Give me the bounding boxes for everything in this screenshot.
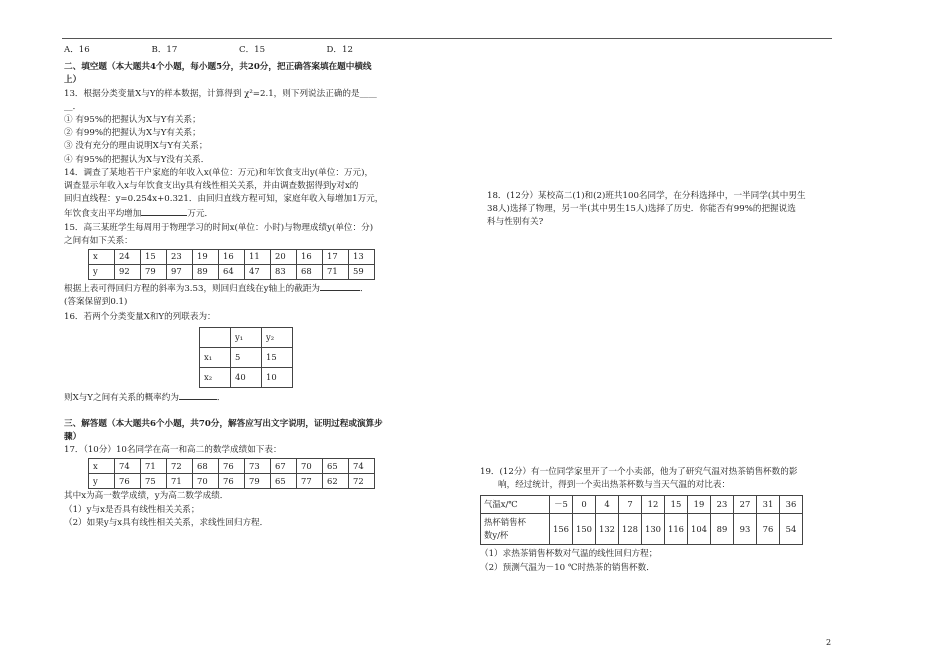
q19-line-2: 响，经过统计，得到一个卖出热茶杯数与当天气温的对比表： <box>498 480 731 491</box>
table-cell: 150 <box>573 514 596 545</box>
table-row <box>200 367 293 387</box>
table-cell: 83 <box>271 265 297 280</box>
section3-heading: 三、解答题（本大题共6个小题，共70分，解答应写出文字说明，证明过程或演算步 <box>64 418 383 429</box>
table-cell: 15 <box>262 347 293 367</box>
sales-label-line-1: 热杯销售杯 <box>484 517 526 528</box>
table-row <box>89 265 375 280</box>
table-cell: 4 <box>596 496 619 514</box>
table-cell: 13 <box>349 250 375 265</box>
table-cell: 70 <box>297 459 323 474</box>
table-cell: 71 <box>167 474 193 489</box>
q17-line-2: 其中x为高一数学成绩，y为高二数学成绩． <box>64 491 229 502</box>
table-row <box>89 474 375 489</box>
table-cell: 76 <box>219 474 245 489</box>
table-cell: 19 <box>688 496 711 514</box>
q18-line-2: 38人)选择了物理，另一半(其中男生15人)选择了历史．你能否有99%的把握说选 <box>487 204 796 215</box>
table-cell: －5 <box>550 496 573 514</box>
table-cell: 0 <box>573 496 596 514</box>
table-cell: 15 <box>665 496 688 514</box>
q16-line-2-text: 则X与Y之间有关系的概率约为 <box>64 392 179 403</box>
section2-heading-cont: 上） <box>64 75 82 86</box>
q13-option-2: ② 有99%的把握认为X与Y有关系； <box>64 128 201 139</box>
table-cell: y₂ <box>262 327 293 347</box>
q18-line-3: 科与性别有关? <box>487 217 544 228</box>
table-cell: 74 <box>349 459 375 474</box>
q17-line-1: 17．（10分）10名同学在高一和高二的数学成绩如下表： <box>64 445 282 456</box>
q13-text-cont: __． <box>64 101 82 112</box>
table-cell: 23 <box>711 496 734 514</box>
table-cell: 36 <box>780 496 803 514</box>
table-row <box>89 250 375 265</box>
q15-line-3-text: 根据上表可得回归方程的斜率为3.53，则回归直线在y轴上的截距为 <box>64 284 321 295</box>
table-cell: 74 <box>115 459 141 474</box>
section2-heading: 二、填空题（本大题共4个小题，每小题5分，共20分，把正确答案填在题中横线 <box>64 62 372 73</box>
q15-line-3 <box>64 281 414 296</box>
sales-label-line-2: 数y/杯 <box>484 530 509 541</box>
table-row <box>481 514 803 545</box>
table-cell: 92 <box>115 265 141 280</box>
q19-block <box>480 466 830 575</box>
q18-block <box>487 190 837 230</box>
table-cell: 11 <box>245 250 271 265</box>
q14-line-1: 14．调查了某地若干户家庭的年收入x(单位：万元)和年饮食支出y(单位：万元)， <box>64 167 374 178</box>
q16-contingency-table <box>199 327 293 388</box>
table-cell: 27 <box>734 496 757 514</box>
table-cell: 40 <box>231 367 262 387</box>
q16-line-1: 16．若两个分类变量X和Y的列联表为： <box>64 312 216 323</box>
table-cell: y₁ <box>231 327 262 347</box>
table-cell: 79 <box>141 265 167 280</box>
q19-line-1: 19．(12分）有一位同学家里开了一个小卖部，他为了研究气温对热茶销售杯数的影 <box>480 467 798 477</box>
table-row <box>200 347 293 367</box>
q14-line-4-text: 年饮食支出平均增加 <box>64 209 142 220</box>
q14-line-4 <box>64 206 414 221</box>
table-cell: 59 <box>349 265 375 280</box>
q13-option-3: ③ 没有充分的理由说明X与Y有关系； <box>64 141 208 152</box>
table-cell: 116 <box>665 514 688 545</box>
table-cell: 89 <box>711 514 734 545</box>
table-cell: 10 <box>262 367 293 387</box>
table-cell: 72 <box>167 459 193 474</box>
table-cell: x <box>89 250 115 265</box>
table-cell: 156 <box>550 514 573 545</box>
table-cell: 31 <box>757 496 780 514</box>
table-row <box>481 496 803 514</box>
table-cell: 93 <box>734 514 757 545</box>
table-cell: 16 <box>297 250 323 265</box>
table-cell: 77 <box>297 474 323 489</box>
option-c: C．15 <box>239 45 266 55</box>
table-row <box>89 459 375 474</box>
table-cell <box>481 514 550 545</box>
table-cell: 54 <box>780 514 803 545</box>
q15-answer-blank <box>320 281 360 291</box>
table-cell: 130 <box>642 514 665 545</box>
q14-answer-blank <box>141 206 187 216</box>
table-cell: 132 <box>596 514 619 545</box>
table-cell: 73 <box>245 459 271 474</box>
table-cell: 23 <box>167 250 193 265</box>
table-cell: 47 <box>245 265 271 280</box>
table-cell: 12 <box>642 496 665 514</box>
q16-line-2 <box>64 390 414 405</box>
q17-part-1: （1）y与x是否具有线性相关关系； <box>64 504 200 515</box>
q15-table <box>88 249 375 280</box>
q19-table <box>480 495 803 545</box>
table-cell: y <box>89 265 115 280</box>
q16-answer-blank <box>179 390 217 400</box>
table-cell: 70 <box>193 474 219 489</box>
q17-part-2: （2）如果y与x具有线性相关关系，求线性回归方程． <box>64 517 269 528</box>
table-cell: y <box>89 474 115 489</box>
page-number: 2 <box>826 638 832 647</box>
table-cell: 75 <box>141 474 167 489</box>
header-rule <box>62 38 832 39</box>
table-cell: x₁ <box>200 347 231 367</box>
table-cell: 19 <box>193 250 219 265</box>
table-cell: 64 <box>219 265 245 280</box>
table-cell: 76 <box>757 514 780 545</box>
table-cell: 62 <box>323 474 349 489</box>
q18-line-1: 18．(12分）某校高二(1)和(2)班共100名同学，在分科选择中，一半同学(其中男生 <box>487 191 806 201</box>
table-cell: 76 <box>115 474 141 489</box>
table-cell: 5 <box>231 347 262 367</box>
q14-line-4-tail: 万元． <box>187 209 214 220</box>
table-cell: 24 <box>115 250 141 265</box>
table-cell: 65 <box>323 459 349 474</box>
section3-heading-cont: 骤） <box>64 432 82 443</box>
table-cell: 67 <box>271 459 297 474</box>
table-cell: 72 <box>349 474 375 489</box>
table-cell: 79 <box>245 474 271 489</box>
q19-part-1: （1）求热茶销售杯数对气温的线性回归方程； <box>480 549 658 560</box>
table-cell: 76 <box>219 459 245 474</box>
table-cell: 71 <box>141 459 167 474</box>
option-a: A．16 <box>64 45 90 55</box>
table-cell: x₂ <box>200 367 231 387</box>
option-d: D．12 <box>326 45 353 55</box>
table-cell: 20 <box>271 250 297 265</box>
answer-options <box>64 44 414 57</box>
left-column <box>64 44 414 530</box>
q15-line-1: 15．高三某班学生每周用于物理学习的时间x(单位：小时)与物理成绩y(单位：分) <box>64 222 374 233</box>
table-cell: 65 <box>271 474 297 489</box>
table-cell: x <box>89 459 115 474</box>
table-cell: 17 <box>323 250 349 265</box>
table-cell: 128 <box>619 514 642 545</box>
q15-line-3-tail: ． <box>360 284 369 295</box>
q13-option-4: ④ 有95%的把握认为X与Y没有关系． <box>64 154 210 165</box>
q14-line-3: 回归直线程：y=0.254x+0.321．由回归直线方程可知，家庭年收入每增加1万元， <box>64 194 384 205</box>
q17-table <box>88 458 375 489</box>
table-cell: 16 <box>219 250 245 265</box>
table-cell: 71 <box>323 265 349 280</box>
q13-text: 13．根据分类变量X与Y的样本数据，计算得到 χ²=2.1，则下列说法正确的是____ <box>64 88 377 99</box>
table-cell: 104 <box>688 514 711 545</box>
q19-part-2: （2）预测气温为－10 ℃时热茶的销售杯数． <box>480 562 655 573</box>
table-cell: 15 <box>141 250 167 265</box>
option-b: B．17 <box>151 45 178 55</box>
table-row <box>200 327 293 347</box>
q15-line-2: 之间有如下关系： <box>64 235 133 246</box>
table-cell: 气温x/℃ <box>481 496 550 514</box>
q15-line-4: (答案保留到0.1) <box>64 297 128 308</box>
table-cell: 68 <box>297 265 323 280</box>
table-cell: 68 <box>193 459 219 474</box>
q14-line-2: 调查显示年收入x与年饮食支出y具有线性相关关系，并由调查数据得到y对x的 <box>64 181 359 192</box>
q16-line-2-tail: ． <box>216 392 226 403</box>
table-cell: 7 <box>619 496 642 514</box>
table-cell: 97 <box>167 265 193 280</box>
table-cell: 89 <box>193 265 219 280</box>
table-cell <box>200 327 231 347</box>
q13-option-1: ① 有95%的把握认为X与Y有关系； <box>64 115 201 126</box>
